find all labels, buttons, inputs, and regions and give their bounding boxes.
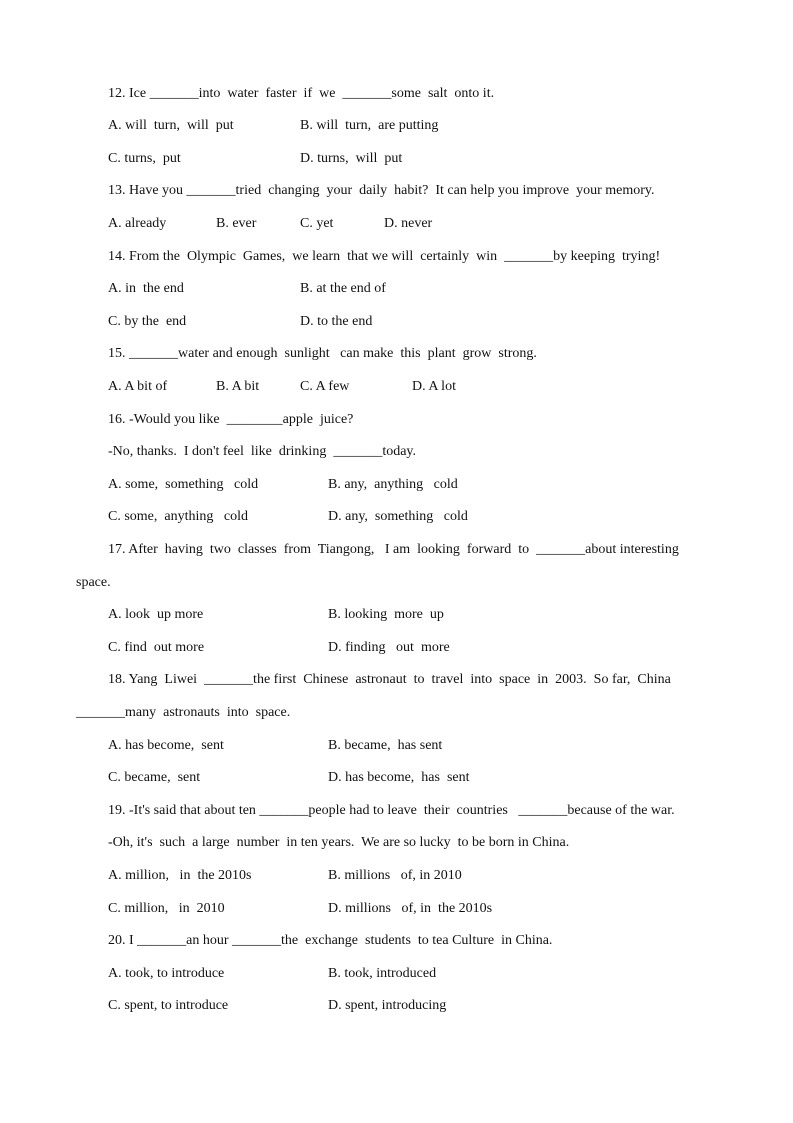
question-18-option-b: B. became, has sent (328, 738, 443, 753)
question-19-stem: 19. -It's said that about ten _______people had to leave their countries _______because of the war. (108, 803, 675, 818)
question-15-option-b: B. A bit (216, 379, 260, 394)
question-16-option-d: D. any, something cold (328, 509, 468, 524)
question-19-option-a: A. million, in the 2010s (108, 868, 252, 883)
question-17-option-d: D. finding out more (328, 640, 450, 655)
question-13-option-d: D. never (384, 216, 433, 231)
question-19-option-b: B. millions of, in 2010 (328, 868, 462, 883)
question-19-option-d: D. millions of, in the 2010s (328, 901, 493, 916)
question-18-stem-line-2: _______many astronauts into space. (76, 705, 291, 720)
question-19-option-c: C. million, in 2010 (108, 901, 225, 916)
question-12-option-c: C. turns, put (108, 151, 181, 166)
question-18-option-a: A. has become, sent (108, 738, 224, 753)
question-12-option-a: A. will turn, will put (108, 118, 234, 133)
question-13-option-b: B. ever (216, 216, 257, 231)
question-12-stem: 12. Ice _______into water faster if we _______some salt onto it. (108, 86, 495, 101)
question-13-option-c: C. yet (300, 216, 334, 231)
question-18-option-c: C. became, sent (108, 770, 201, 785)
question-14-option-b: B. at the end of (300, 281, 386, 296)
question-20-stem: 20. I _______an hour _______the exchange students to tea Culture in China. (108, 933, 553, 948)
question-12-option-b: B. will turn, are putting (300, 118, 439, 133)
question-20-option-a: A. took, to introduce (108, 966, 225, 981)
question-16-option-b: B. any, anything cold (328, 477, 458, 492)
question-17-stem-line-2: space. (76, 575, 111, 590)
question-20-option-c: C. spent, to introduce (108, 998, 229, 1013)
question-17-stem: 17. After having two classes from Tiangong, I am looking forward to _______about interesting (108, 542, 679, 557)
question-17-option-b: B. looking more up (328, 607, 444, 622)
question-17-option-c: C. find out more (108, 640, 205, 655)
question-15-option-c: C. A few (300, 379, 350, 394)
question-14-option-d: D. to the end (300, 314, 373, 329)
question-14-stem: 14. From the Olympic Games, we learn that we will certainly win _______by keeping trying! (108, 249, 661, 264)
question-17-option-a: A. look up more (108, 607, 204, 622)
question-18-stem: 18. Yang Liwei _______the first Chinese astronaut to travel into space in 2003. So far, China (108, 672, 671, 687)
question-15-stem: 15. _______water and enough sunlight can make this plant grow strong. (108, 346, 537, 361)
question-18-option-d: D. has become, has sent (328, 770, 470, 785)
question-14-option-a: A. in the end (108, 281, 184, 296)
question-14-option-c: C. by the end (108, 314, 187, 329)
question-13-stem: 13. Have you _______tried changing your daily habit? It can help you improve your memory. (108, 183, 655, 198)
question-16-stem: 16. -Would you like ________apple juice? (108, 412, 354, 427)
question-12-option-d: D. turns, will put (300, 151, 403, 166)
question-16-option-a: A. some, something cold (108, 477, 259, 492)
question-20-option-d: D. spent, introducing (328, 998, 447, 1013)
question-20-option-b: B. took, introduced (328, 966, 437, 981)
question-19-stem-line-2: -Oh, it's such a large number in ten years. We are so lucky to be born in China. (108, 835, 570, 850)
question-15-option-d: D. A lot (412, 379, 456, 394)
question-15-option-a: A. A bit of (108, 379, 168, 394)
question-16-option-c: C. some, anything cold (108, 509, 248, 524)
question-16-stem-line-2: -No, thanks. I don't feel like drinking _______today. (108, 444, 417, 459)
question-13-option-a: A. already (108, 216, 167, 231)
